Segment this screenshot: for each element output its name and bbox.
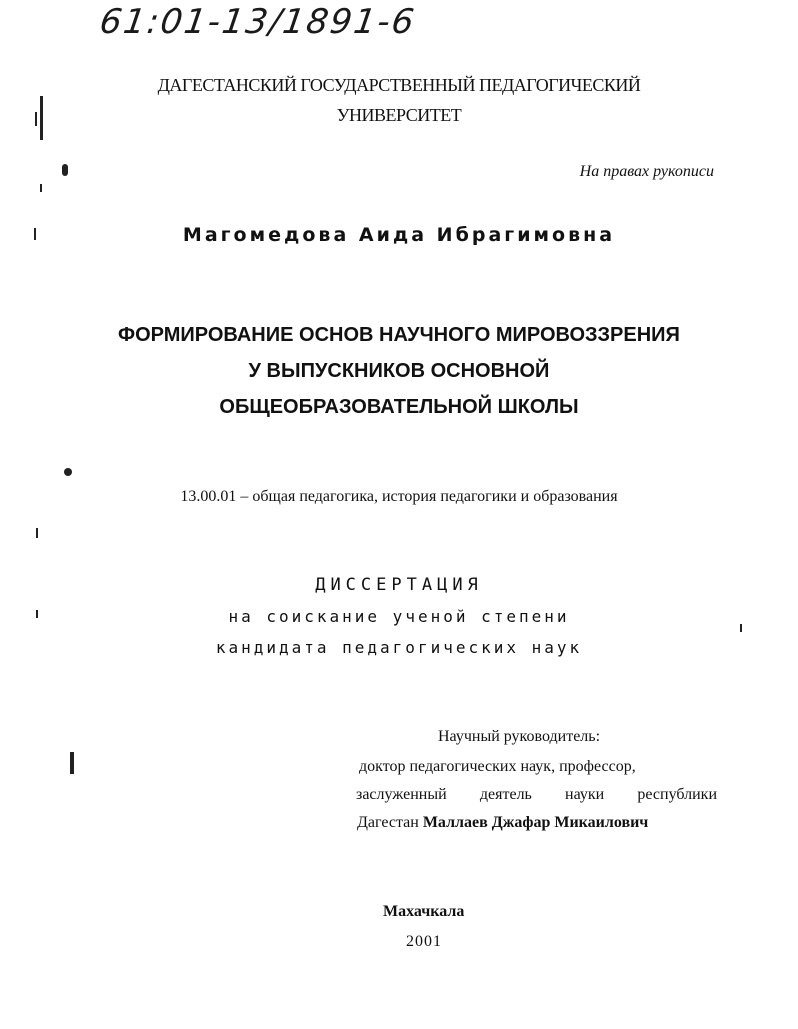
- author-name: Магомедова Аида Ибрагимовна: [182, 224, 616, 246]
- university-name: [0, 70, 798, 130]
- title-line-1: ФОРМИРОВАНИЕ ОСНОВ НАУЧНОГО МИРОВОЗЗРЕНИЯ: [118, 324, 680, 346]
- supervisor-word-4: республики: [637, 786, 717, 803]
- title-line-2: У ВЫПУСКНИКОВ ОСНОВНОЙ: [248, 360, 550, 382]
- supervisor-word-3: науки: [565, 786, 605, 803]
- supervisor-line-1: доктор педагогических наук, профессор,: [359, 758, 636, 775]
- degree-line-2: кандидата педагогических наук: [215, 638, 583, 657]
- supervisor-heading: Научный руководитель:: [438, 728, 601, 745]
- supervisor-word-2: деятель: [479, 786, 532, 803]
- year: 2001: [406, 933, 442, 950]
- city: Махачкала: [383, 903, 465, 920]
- dissertation-block: [0, 570, 798, 663]
- supervisor-line-3: [357, 809, 648, 837]
- university-line-1: ДАГЕСТАНСКИЙ ГОСУДАРСТВЕННЫЙ ПЕДАГОГИЧЕСКИЙ: [157, 75, 641, 95]
- archive-number: 61:01-13/1891-6: [97, 2, 419, 42]
- degree-line-1: на соискание ученой степени: [228, 607, 570, 626]
- dissertation-title: [0, 317, 798, 425]
- supervisor-name: Маллаев Джафар Микаилович: [422, 814, 649, 831]
- title-line-3: ОБЩЕОБРАЗОВАТЕЛЬНОЙ ШКОЛЫ: [219, 396, 579, 418]
- university-line-2: УНИВЕРСИТЕТ: [336, 105, 462, 125]
- supervisor-line-2: [356, 781, 717, 809]
- specialty-code: 13.00.01 – общая педагогика, история педагогики и образования: [180, 488, 618, 505]
- supervisor-word-1: заслуженный: [356, 786, 447, 803]
- manuscript-rights: На правах рукописи: [579, 163, 714, 180]
- dissertation-label: ДИССЕРТАЦИЯ: [315, 575, 483, 595]
- supervisor-region: Дагестан: [357, 814, 419, 831]
